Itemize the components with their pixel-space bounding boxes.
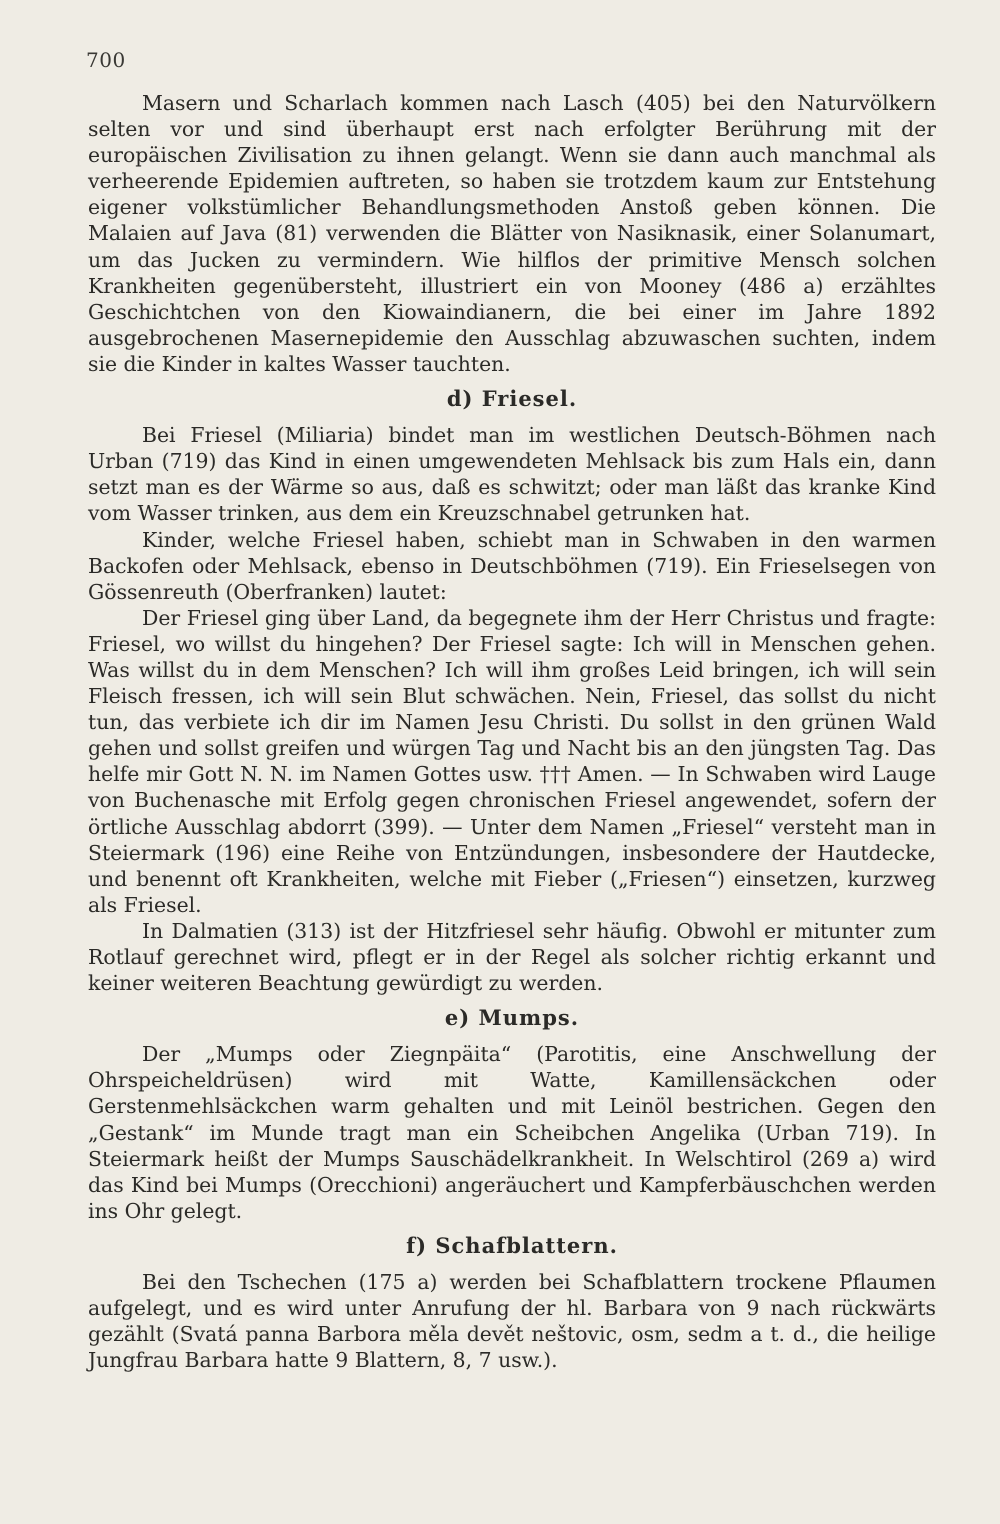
- section-heading-schafblattern: f) Schafblattern.: [406, 1232, 618, 1258]
- friesel-paragraph-1: Bei Friesel (Miliaria) bindet man im westlichen Deutsch-Böhmen nach Urban (719) das Kind in einen umgewendeten Mehlsack bis zum Hals ein, dann setzt man es der Wärme so aus, daß es schwitzt; oder man läßt das kranke Kind vom Wasser trinken, aus dem ein Kreuzschnabel getrunken hat.: [88, 423, 936, 526]
- schafblattern-paragraph: Bei den Tschechen (175 a) werden bei Schafblattern trockene Pflaumen aufgelegt, und es wird unter Anrufung der hl. Barbara von 9 nach rückwärts gezählt (Svatá panna Barbora měla devět neštovic, osm, sedm a t. d., die heilige Jungfrau Barbara hatte 9 Blattern, 8, 7 usw.).: [88, 1270, 936, 1373]
- friesel-blessing-paragraph: Der Friesel ging über Land, da begegnete ihm der Herr Christus und fragte: Friesel, wo willst du hingehen? Der Friesel sagte: Ich will in Menschen gehen. Was willst du in dem Menschen? Ich will ihm großes Leid bringen, ich will sein Fleisch fressen, ich will sein Blut schwächen. Nein, Friesel, das sollst du nicht tun, das verbiete ich dir im Namen Jesu Christi. Du sollst in den grünen Wald gehen und sollst greifen und würgen Tag und Nacht bis an den jüngsten Tag. Das helfe mir Gott N. N. im Namen Gottes usw. ††† Amen. — In Schwaben wird Lauge von Buchenasche mit Erfolg gegen chronischen Friesel angewendet, sofern der örtliche Ausschlag abdorrt (399). — Unter dem Namen „Friesel“ versteht man in Steiermark (196) eine Reihe von Entzündungen, insbesondere der Hautdecke, und benennt oft Krankheiten, welche mit Fieber („Friesen“) einsetzen, kurzweg als Friesel.: [88, 605, 936, 917]
- friesel-paragraph-2: Kinder, welche Friesel haben, schiebt man in Schwaben in den warmen Backofen oder Mehlsack, ebenso in Deutschböhmen (719). Ein Frieselsegen von Gössenreuth (Oberfranken) lautet:: [88, 527, 936, 604]
- page-number: 700: [86, 48, 126, 72]
- body-text: [88, 90, 936, 1373]
- friesel-paragraph-4: In Dalmatien (313) ist der Hitzfriesel sehr häufig. Obwohl er mitunter zum Rotlauf gerechnet wird, pflegt er in der Regel als solcher richtig erkannt und keiner weiteren Beachtung gewürdigt zu werden.: [88, 918, 936, 996]
- intro-paragraph: Masern und Scharlach kommen nach Lasch (405) bei den Naturvölkern selten vor und sind überhaupt erst nach erfolgter Berührung mit der europäischen Zivilisation zu ihnen gelangt. Wenn sie dann auch manchmal als verheerende Epidemien auftreten, so haben sie trotzdem kaum zur Entstehung eigener volkstümlicher Behandlungsmethoden Anstoß geben können. Die Malaien auf Java (81) verwenden die Blätter von Nasiknasik, einer Solanumart, um das Jucken zu vermindern. Wie hilflos der primitive Mensch solchen Krankheiten gegenübersteht, illustriert ein von Mooney (486 a) erzähltes Geschichtchen von den Kiowaindianern, die bei einer im Jahre 1892 ausgebrochenen Masernepidemie den Ausschlag abzuwaschen suchten, indem sie die Kinder in kaltes Wasser tauchten.: [88, 91, 936, 376]
- mumps-paragraph: Der „Mumps oder Ziegnpäita“ (Parotitis, eine Anschwellung der Ohrspeicheldrüsen) wird mit Watte, Kamillensäckchen oder Gerstenmehlsäckchen warm gehalten und mit Leinöl bestrichen. Gegen den „Gestank“ im Munde tragt man ein Scheibchen Angelika (Urban 719). In Steiermark heißt der Mumps Sauschädelkrankheit. In Welschtirol (269 a) wird das Kind bei Mumps (Orecchioni) angeräuchert und Kampferbäuschchen werden ins Ohr gelegt.: [88, 1042, 936, 1223]
- section-heading-friesel: d) Friesel.: [446, 386, 578, 412]
- section-heading-mumps: e) Mumps.: [444, 1005, 580, 1031]
